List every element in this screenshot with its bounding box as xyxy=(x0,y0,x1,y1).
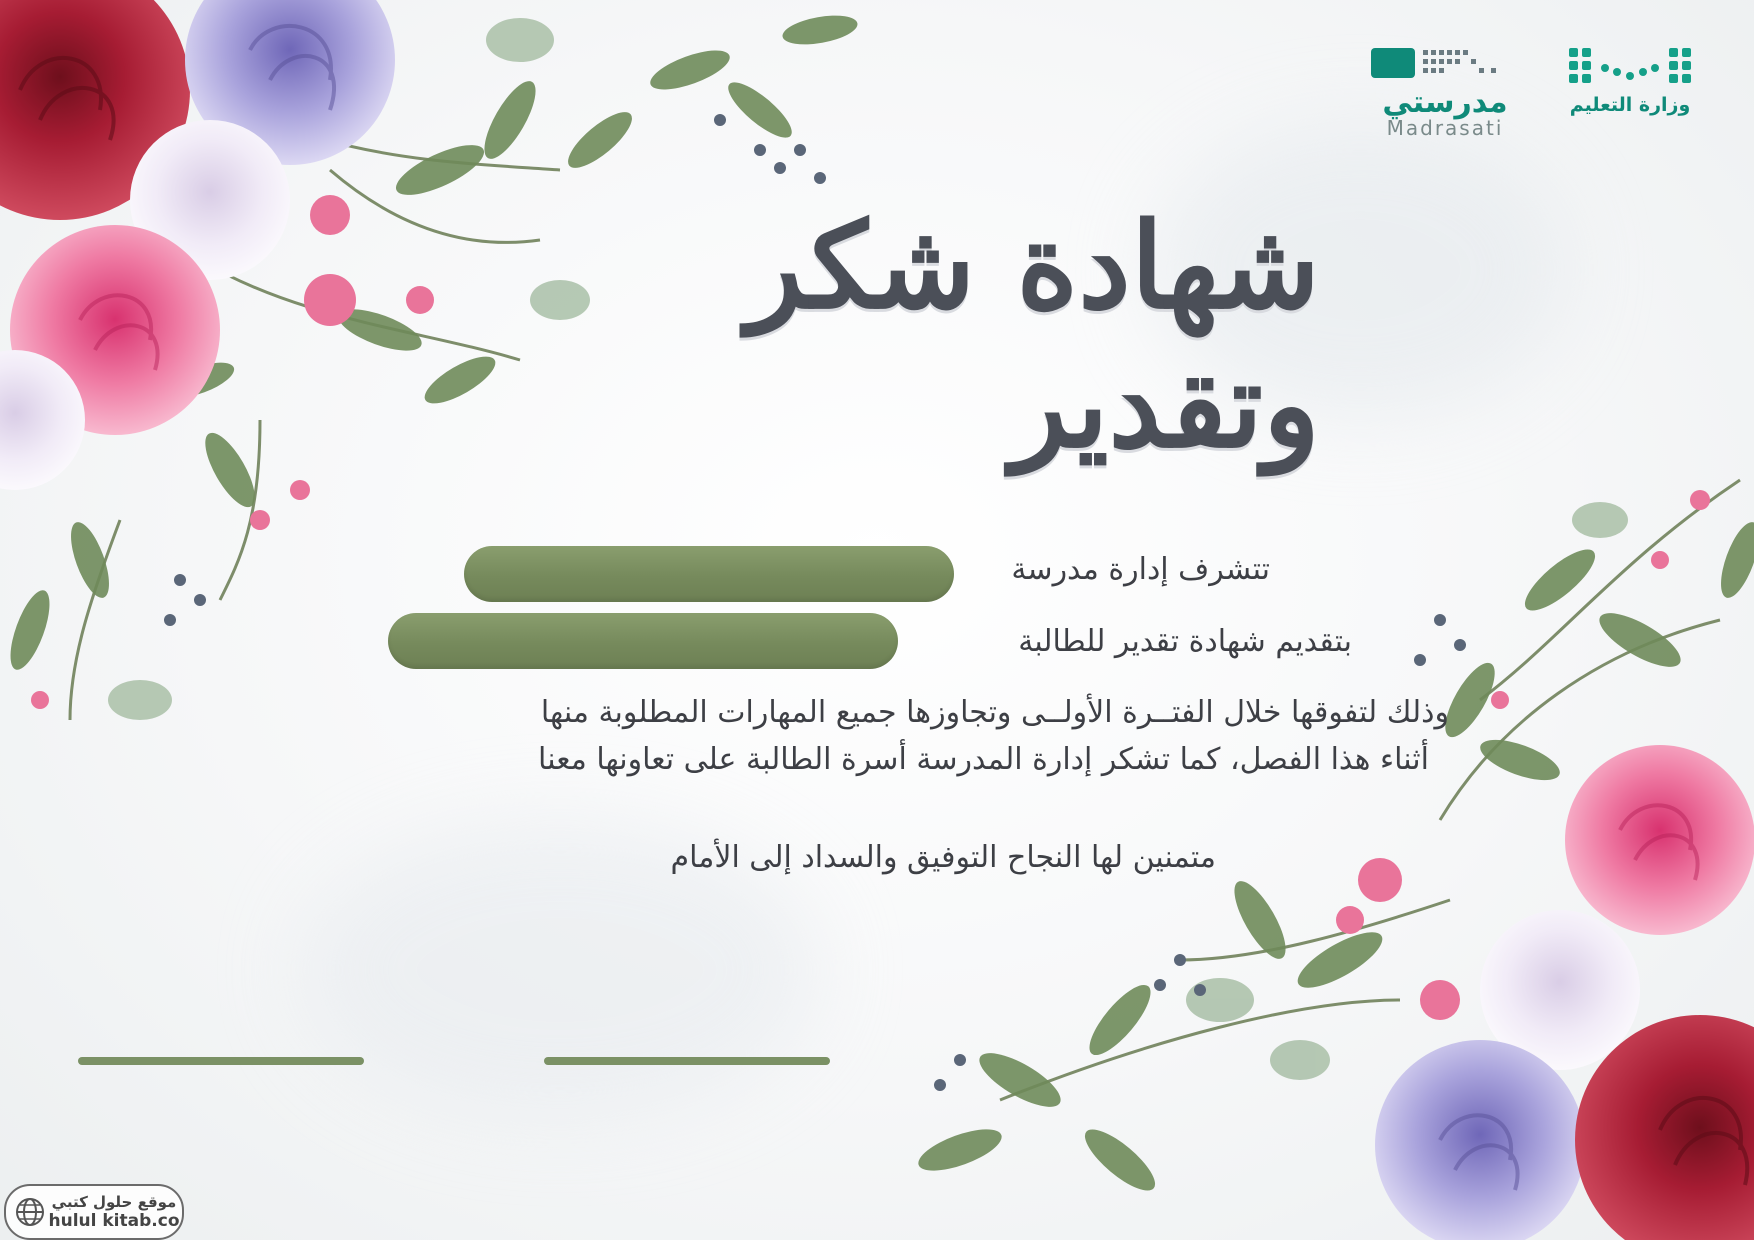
gratitude-text: أثناء هذا الفصل، كما تشكر إدارة المدرسة أسرة الطالبة على تعاونها معنا xyxy=(538,742,1429,777)
watermark-arabic: موقع حلول كتبي xyxy=(51,1193,177,1211)
signature-line-left xyxy=(78,1057,364,1065)
watermark-url: hulul kitab.co xyxy=(48,1211,180,1231)
ministry-of-education-logo xyxy=(1555,44,1705,116)
signature-line-middle xyxy=(544,1057,830,1065)
school-intro-text: تتشرف إدارة مدرسة xyxy=(1011,552,1270,587)
madrasati-book-icon xyxy=(1365,44,1525,84)
achievement-text: وذلك لتفوقها خلال الفتــرة الأولــى وتجاوزها جميع المهارات المطلوبة منها xyxy=(540,695,1449,730)
student-name-field xyxy=(388,613,898,669)
madrasati-logo xyxy=(1365,44,1525,138)
madrasati-arabic-name: مدرستي xyxy=(1382,85,1508,120)
globe-icon xyxy=(14,1196,46,1228)
student-intro-text: بتقديم شهادة تقدير للطالبة xyxy=(1018,624,1352,659)
certificate-title: شهادة شكر وتقدير xyxy=(746,196,1320,474)
wishes-text: متمنين لها النجاح التوفيق والسداد إلى الأمام xyxy=(670,840,1216,875)
madrasati-latin-name: Madrasati xyxy=(1386,116,1504,140)
site-watermark xyxy=(4,1184,184,1240)
moe-dots-icon xyxy=(1565,44,1695,90)
school-name-field xyxy=(464,546,954,602)
ministry-name: وزارة التعليم xyxy=(1569,94,1691,116)
